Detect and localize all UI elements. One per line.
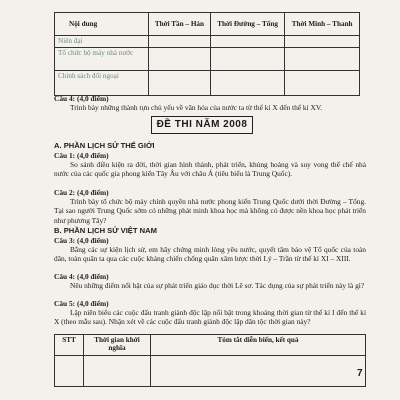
question-4	[54, 272, 366, 290]
table-header: Tóm tắt diễn biến, kết quả	[151, 335, 366, 356]
row-label: Tổ chức bộ máy nhà nước	[55, 48, 149, 71]
question-text: Nêu những điểm nổi bật của sự phát triển giáo dục thời Lê sơ. Tác dụng của sự phát triển này là gì?	[70, 281, 365, 291]
table-row	[55, 36, 360, 48]
row-label: Niên đại	[55, 36, 149, 48]
question-text: Bằng các sự kiện lịch sử, em hãy chứng minh lòng yêu nước, quyết tâm bảo vệ Tổ quốc của toàn dân, toàn quân ta qua các cuộc kháng chiến chống quân xâm lược thời Lý – Trần từ thế kỉ XI – XIII.	[54, 245, 366, 264]
table-row	[55, 356, 366, 387]
section-heading-a: A. PHẦN LỊCH SỬ THẾ GIỚI	[54, 141, 155, 150]
table-row	[55, 48, 360, 71]
page-number: 7	[357, 368, 363, 379]
question-2	[54, 188, 366, 225]
table-header: Nội dung	[55, 13, 149, 36]
question-text: Trình bày tổ chức bộ máy chính quyền nhà nước phong kiến Trung Quốc dưới thời Đường – Tống. Tại sao người Trung Quốc sớm có những phát minh khoa học mà không có được nền khoa học phát triển như phương Tây?	[54, 197, 366, 225]
section-heading-b: B. PHẦN LỊCH SỬ VIỆT NAM	[54, 226, 157, 235]
question-heading: Câu 1: (4,0 điểm)	[54, 151, 109, 160]
question-text: Lập niên biểu các cuộc đấu tranh giành độc lập nổi bật trong khoảng thời gian từ thế kỉ I đến thế kỉ X (theo mẫu sau). Nhận xét về các cuộc đấu tranh giành độc lập dân tộc thời gian này?	[54, 308, 366, 327]
question-text: Trình bày những thành tựu chủ yếu về văn hóa của nước ta từ thế kỉ X đến thế kỉ XV.	[70, 103, 323, 113]
question-4-top	[54, 94, 366, 112]
table-header: Thời Tần – Hán	[149, 13, 211, 36]
question-heading: Câu 4: (4,0 điểm)	[54, 272, 109, 281]
question-heading: Câu 5: (4,0 điểm)	[54, 299, 109, 308]
question-heading: Câu 3: (4,0 điểm)	[54, 236, 109, 245]
table-header: Thời Đường – Tống	[210, 13, 285, 36]
question-3	[54, 236, 366, 264]
exam-title: ĐỀ THI NĂM 2008	[151, 116, 253, 134]
question-5	[54, 299, 366, 327]
comparison-table	[54, 12, 360, 96]
table-header: Thời gian khởi nghĩa	[84, 335, 151, 356]
question-1	[54, 151, 366, 179]
row-label: Chính sách đối ngoại	[55, 71, 149, 96]
table-header: STT	[55, 335, 84, 356]
table-header: Thời Minh – Thanh	[285, 13, 360, 36]
question-text: So sánh điều kiện ra đời, thời gian hình thành, phát triển, khủng hoảng và suy vong thể chế nhà nước của các quốc gia phong kiến Tây Âu với châu Á (tiêu biểu là Trung Quốc).	[54, 160, 366, 179]
question-heading: Câu 4: (4,0 điểm)	[54, 94, 109, 103]
uprising-table	[54, 334, 366, 387]
question-heading: Câu 2: (4,0 điểm)	[54, 188, 109, 197]
table-row	[55, 71, 360, 96]
